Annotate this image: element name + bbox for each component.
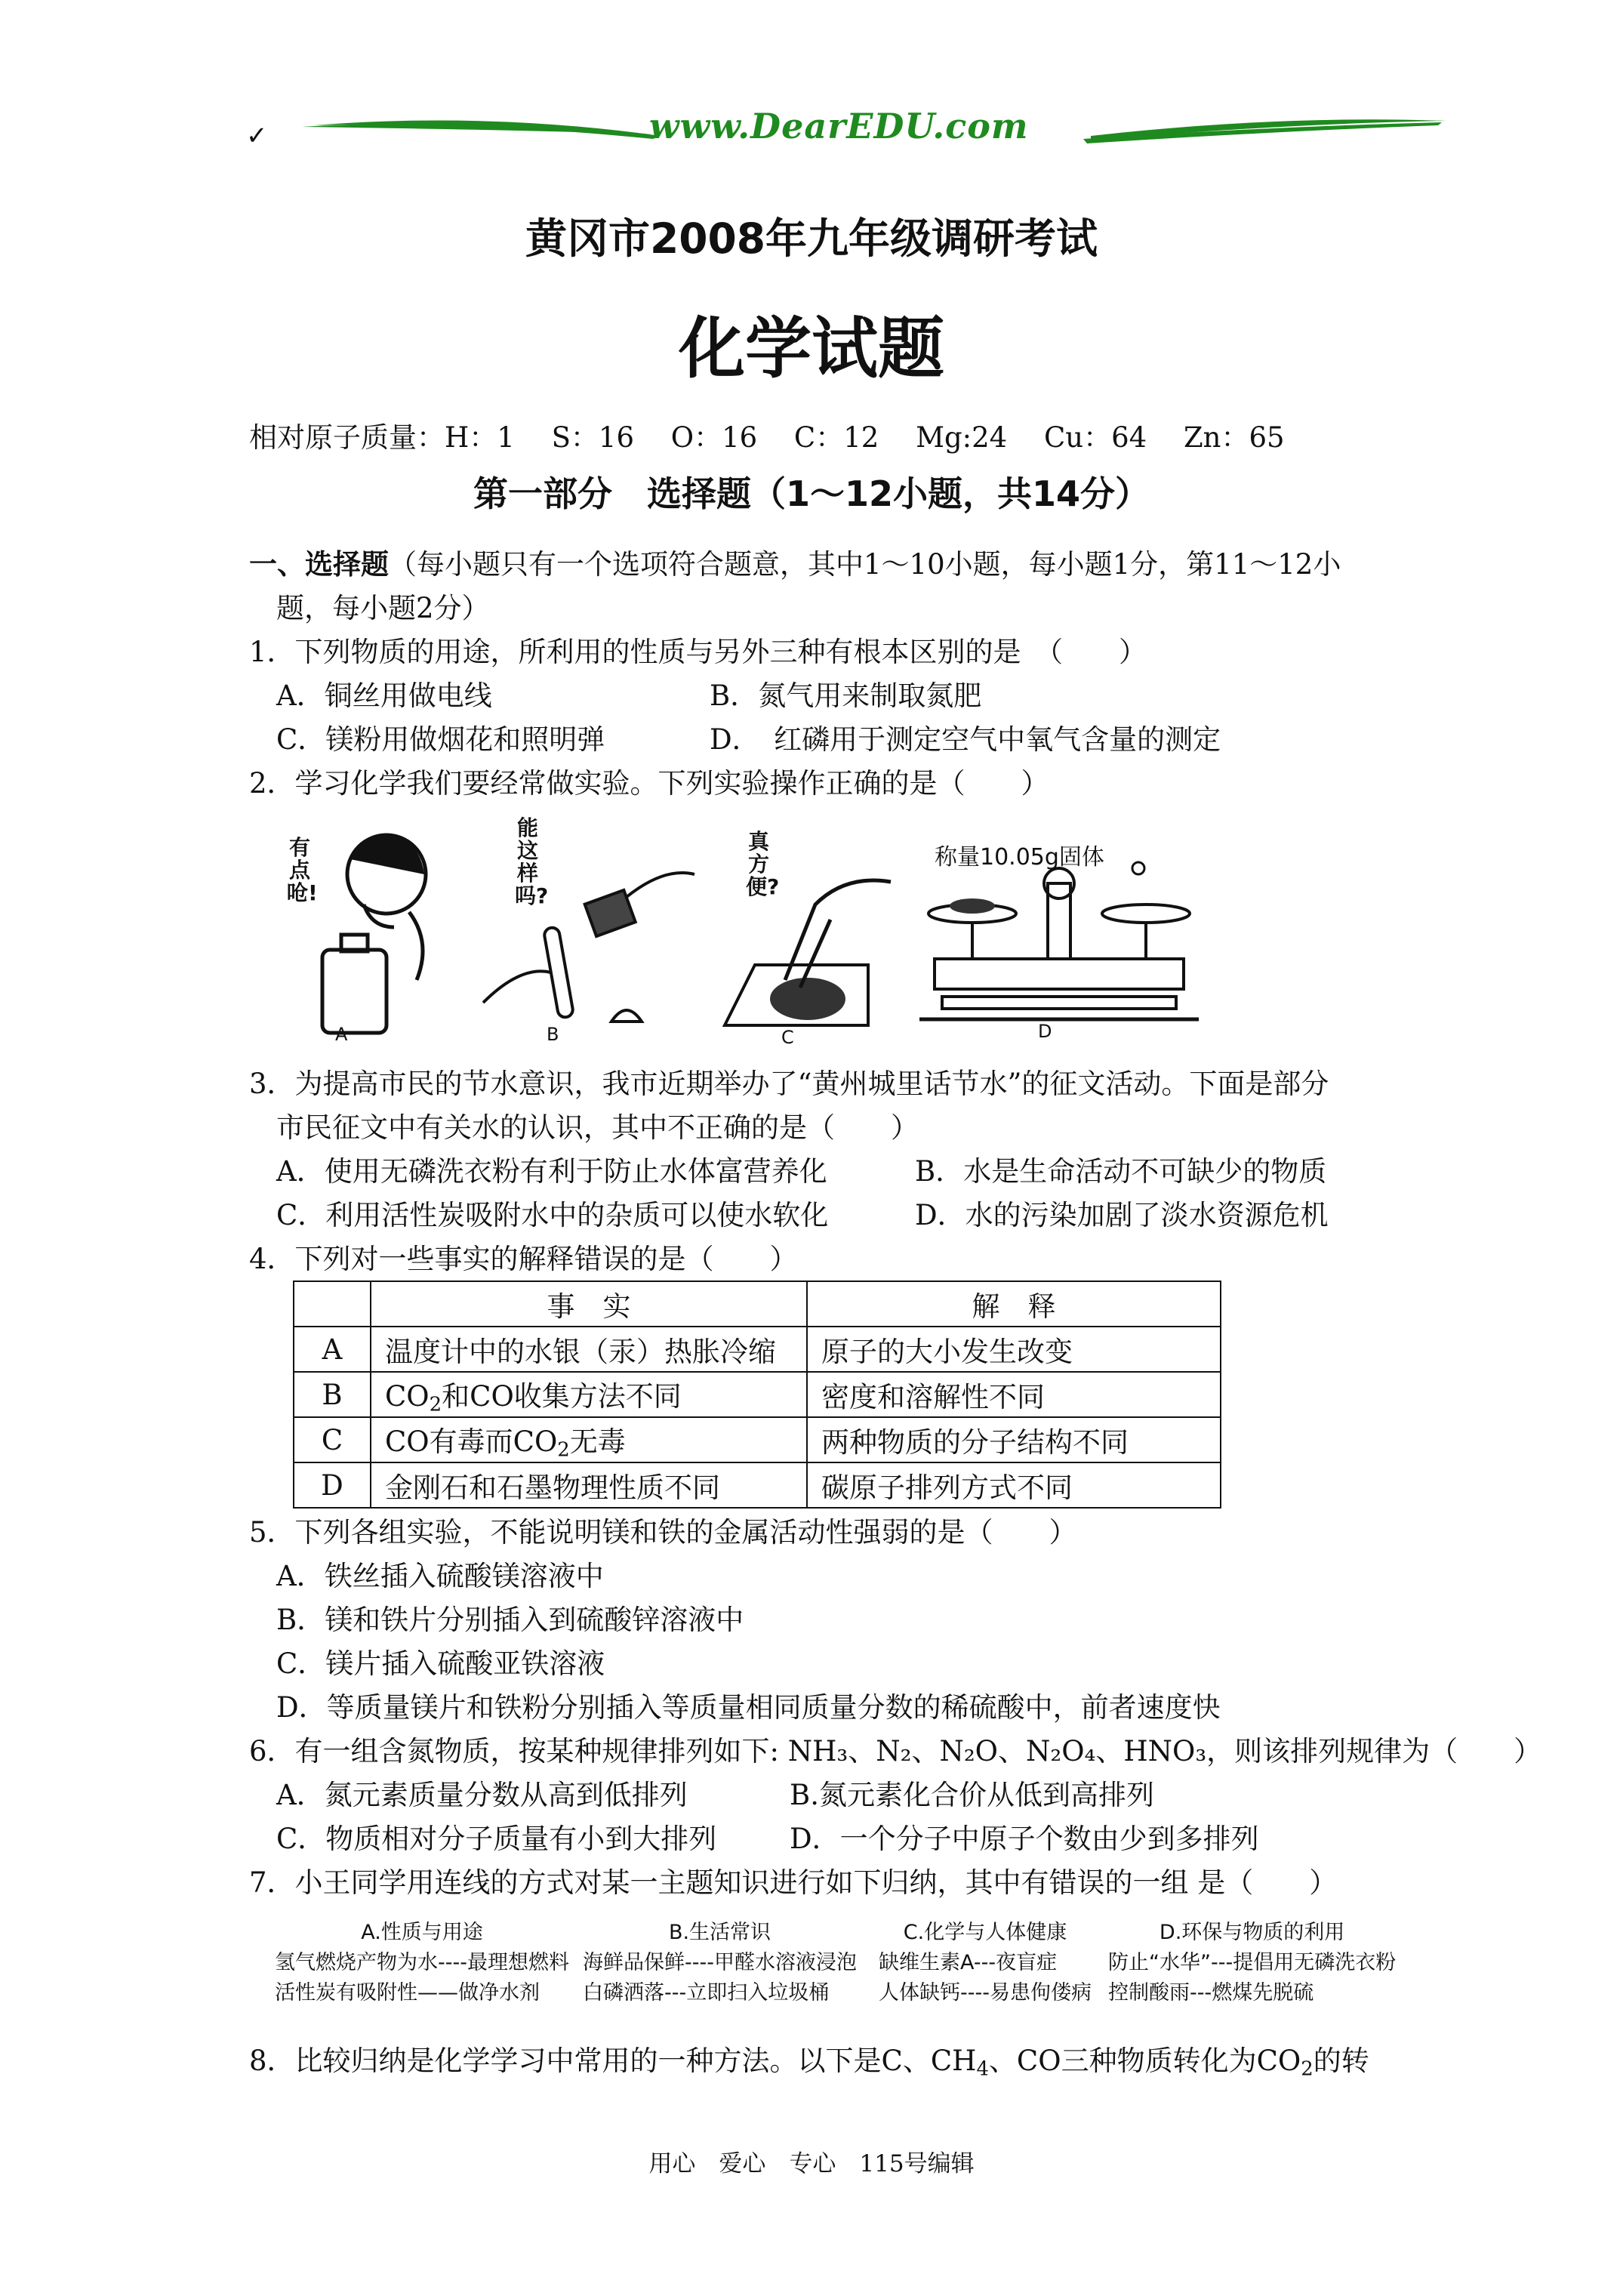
q7-col-a-line1: 氢气燃烧产物为水----最理想燃料 xyxy=(275,1951,569,1974)
q6-option-b: B.氮元素化合价从低到高排列 xyxy=(790,1779,1154,1811)
q7-col-b-line1: 海鲜品保鲜----甲醛水溶液浸泡 xyxy=(583,1951,857,1974)
fact-post: 和CO收集方法不同 xyxy=(442,1379,682,1413)
table-cell xyxy=(294,1281,371,1327)
q8-stem xyxy=(249,2043,1369,2087)
row-explain: 密度和溶解性不同 xyxy=(807,1372,1221,1417)
figure-c-speech: 真方便? xyxy=(746,829,780,899)
row-option: C xyxy=(294,1417,371,1462)
q6-stem: 6．有一组含氮物质，按某种规律排列如下: NH₃、N₂、N₂O、N₂O₄、HNO₃，则该排列规律为（ ） xyxy=(249,1735,1542,1767)
q7-col-c xyxy=(879,1918,1092,2008)
figure-d-label: 称量10.05g固体 xyxy=(935,844,1104,871)
figure-b-speech: 能这样吗? xyxy=(515,815,549,908)
table-row xyxy=(294,1327,1221,1372)
table-row xyxy=(294,1417,1221,1462)
q5-option-b: B．镁和铁片分别插入到硫酸锌溶液中 xyxy=(276,1604,744,1636)
fact-sub: 2 xyxy=(557,1438,570,1462)
table-header-row xyxy=(294,1281,1221,1327)
section-desc: （每小题只有一个选项符合题意，其中1～10小题，每小题1分，第11～12小 xyxy=(389,548,1341,581)
figure-c-caption: C xyxy=(781,1027,794,1048)
atomic-masses: 相对原子质量：H：1 S：16 O：16 C：12 Mg:24 Cu：64 Zn：65 xyxy=(249,421,1285,454)
q5-option-d: D．等质量镁片和铁粉分别插入等质量相同质量分数的稀硫酸中，前者速度快 xyxy=(276,1691,1221,1724)
q7-col-b-line2: 白磷洒落---立即扫入垃圾桶 xyxy=(583,1981,830,2005)
q1-option-a: A．铜丝用做电线 xyxy=(276,680,492,712)
figure-b-pouring xyxy=(476,814,702,1040)
q7-col-c-head: C.化学与人体健康 xyxy=(903,1921,1067,1944)
row-fact xyxy=(371,1417,807,1462)
row-option: A xyxy=(294,1327,371,1372)
page-footer: 用心 爱心 专心 115号编辑 xyxy=(648,2150,975,2177)
q5-stem: 5．下列各组实验，不能说明镁和铁的金属活动性强弱的是（ ） xyxy=(249,1516,1077,1549)
table-header-fact: 事 实 xyxy=(371,1281,807,1327)
row-explain: 原子的大小发生改变 xyxy=(807,1327,1221,1372)
row-fact xyxy=(371,1372,807,1417)
q8-sub-1: 4 xyxy=(976,2057,989,2081)
q6-option-c: C．物质相对分子质量有小到大排列 xyxy=(276,1823,717,1855)
check-mark: ✓ xyxy=(246,121,268,151)
q7-col-a-line2: 活性炭有吸附性——做净水剂 xyxy=(275,1981,540,2005)
q7-col-a xyxy=(275,1918,569,2008)
q7-col-d-line2: 控制酸雨---燃煤先脱硫 xyxy=(1108,1981,1314,2005)
q6-option-d: D．一个分子中原子个数由少到多排列 xyxy=(790,1823,1259,1855)
q7-col-c-line2: 人体缺钙----易患佝偻病 xyxy=(879,1981,1092,2005)
subject-title: 化学试题 xyxy=(678,310,944,387)
figure-b-caption: B xyxy=(547,1024,559,1045)
row-fact: 金刚石和石墨物理性质不同 xyxy=(371,1462,807,1508)
row-option: B xyxy=(294,1372,371,1417)
q7-col-d xyxy=(1108,1918,1396,2008)
q3-option-c: C．利用活性炭吸附水中的杂质可以使水软化 xyxy=(276,1199,829,1231)
q8-sub-2: 2 xyxy=(1301,2057,1313,2081)
q7-col-b xyxy=(583,1918,857,2008)
q4-stem: 4．下列对一些事实的解释错误的是（ ） xyxy=(249,1243,798,1275)
q8-stem-mid: 、CO三种物质转化为CO xyxy=(988,2045,1301,2077)
fact-sub: 2 xyxy=(429,1393,442,1416)
q1-stem: 1．下列物质的用途，所利用的性质与另外三种有根本区别的是 （ ） xyxy=(249,636,1147,668)
q7-col-a-head: A.性质与用途 xyxy=(361,1921,483,1944)
part-heading: 第一部分 选择题（1～12小题，共14分） xyxy=(473,473,1150,514)
q7-col-c-line1: 缺维生素A---夜盲症 xyxy=(879,1951,1058,1974)
q7-col-d-head: D.环保与物质的利用 xyxy=(1159,1921,1345,1944)
table-header-explain: 解 释 xyxy=(807,1281,1221,1327)
q3-option-b: B．水是生命活动不可缺少的物质 xyxy=(915,1155,1327,1188)
figure-c-hand-solid xyxy=(717,814,898,1040)
q1-option-c: C．镁粉用做烟花和照明弹 xyxy=(276,723,605,756)
row-explain: 两种物质的分子结构不同 xyxy=(807,1417,1221,1462)
figure-d-balance xyxy=(919,853,1199,1027)
q1-option-b: B．氮气用来制取氮肥 xyxy=(710,680,982,712)
table-row xyxy=(294,1372,1221,1417)
figure-a-speech: 有点呛! xyxy=(287,835,318,905)
q8-stem-pre: 8．比较归纳是化学学习中常用的一种方法。以下是C、CH xyxy=(249,2045,977,2077)
fact-post: 无毒 xyxy=(569,1425,626,1458)
q7-col-d-line1: 防止“水华”---提倡用无磷洗衣粉 xyxy=(1108,1951,1397,1974)
figure-a-caption: A xyxy=(335,1024,348,1045)
section-intro xyxy=(249,547,1341,583)
fact-pre: CO有毒而CO xyxy=(385,1425,558,1458)
table-row xyxy=(294,1462,1221,1508)
q4-table xyxy=(293,1281,1221,1509)
row-explain: 碳原子排列方式不同 xyxy=(807,1462,1221,1508)
logo-text: www.DearEDU.com xyxy=(649,106,1029,146)
q3-option-a: A．使用无磷洗衣粉有利于防止水体富营养化 xyxy=(276,1155,827,1188)
q3-stem-cont: 市民征文中有关水的认识，其中不正确的是（ ） xyxy=(276,1111,919,1144)
q3-option-d: D．水的污染加剧了淡水资源危机 xyxy=(915,1199,1329,1231)
q7-col-b-head: B.生活常识 xyxy=(668,1921,771,1944)
q8-stem-post: 的转 xyxy=(1313,2045,1369,2077)
figure-d-caption: D xyxy=(1038,1021,1052,1042)
q7-stem: 7．小王同学用连线的方式对某一主题知识进行如下归纳，其中有错误的一组 是（ ） xyxy=(249,1866,1338,1899)
q6-option-a: A．氮元素质量分数从高到低排列 xyxy=(276,1779,688,1811)
q3-stem: 3．为提高市民的节水意识，我市近期举办了“黄州城里话节水”的征文活动。下面是部分 xyxy=(249,1068,1329,1100)
row-fact: 温度计中的水银（汞）热胀冷缩 xyxy=(371,1327,807,1372)
section-label: 一、选择题 xyxy=(249,548,389,581)
q5-option-c: C．镁片插入硫酸亚铁溶液 xyxy=(276,1647,605,1680)
row-option: D xyxy=(294,1462,371,1508)
q5-option-a: A．铁丝插入硫酸镁溶液中 xyxy=(276,1560,604,1592)
fact-pre: CO xyxy=(385,1379,430,1413)
exam-title: 黄冈市2008年九年级调研考试 xyxy=(525,214,1098,263)
q2-stem: 2．学习化学我们要经常做实验。下列实验操作正确的是（ ） xyxy=(249,767,1049,800)
section-desc-cont: 题，每小题2分） xyxy=(276,592,490,624)
q1-option-d: D． 红磷用于测定空气中氧气含量的测定 xyxy=(710,723,1221,756)
